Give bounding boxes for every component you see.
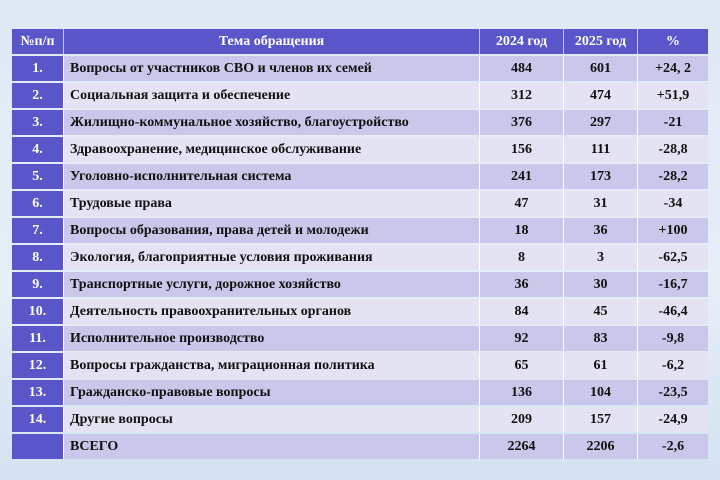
row-value-2025: 474 [564, 83, 638, 108]
table-row [12, 164, 708, 189]
row-topic: Социальная защита и обеспечение [64, 83, 480, 108]
table-row [12, 380, 708, 405]
row-percent: +24, 2 [638, 56, 708, 81]
appeals-table [12, 27, 708, 461]
row-percent: -9,8 [638, 326, 708, 351]
row-topic: Другие вопросы [64, 407, 480, 432]
row-value-2024: 484 [480, 56, 564, 81]
row-topic: Вопросы от участников СВО и членов их семей [64, 56, 480, 81]
row-value-2025: 173 [564, 164, 638, 189]
row-percent: -62,5 [638, 245, 708, 270]
row-percent: -28,2 [638, 164, 708, 189]
row-percent: +100 [638, 218, 708, 243]
row-number: 5. [12, 164, 64, 189]
row-topic: Вопросы образования, права детей и молодежи [64, 218, 480, 243]
row-percent: -23,5 [638, 380, 708, 405]
total-row [12, 434, 708, 459]
total-topic: ВСЕГО [64, 434, 480, 459]
table-row [12, 56, 708, 81]
row-value-2024: 136 [480, 380, 564, 405]
row-value-2024: 92 [480, 326, 564, 351]
row-value-2024: 84 [480, 299, 564, 324]
row-percent: -21 [638, 110, 708, 135]
row-value-2025: 61 [564, 353, 638, 378]
header-2025: 2025 год [564, 29, 638, 54]
row-value-2024: 18 [480, 218, 564, 243]
row-percent: +51,9 [638, 83, 708, 108]
row-number: 7. [12, 218, 64, 243]
row-value-2025: 30 [564, 272, 638, 297]
row-number: 3. [12, 110, 64, 135]
row-number: 10. [12, 299, 64, 324]
row-value-2025: 601 [564, 56, 638, 81]
row-number: 8. [12, 245, 64, 270]
row-percent: -24,9 [638, 407, 708, 432]
table-row [12, 191, 708, 216]
row-percent: -6,2 [638, 353, 708, 378]
row-number: 13. [12, 380, 64, 405]
row-value-2024: 47 [480, 191, 564, 216]
row-percent: -28,8 [638, 137, 708, 162]
row-percent: -46,4 [638, 299, 708, 324]
row-value-2024: 8 [480, 245, 564, 270]
table-row [12, 326, 708, 351]
table-row [12, 110, 708, 135]
header-2024: 2024 год [480, 29, 564, 54]
table-body [12, 56, 708, 459]
total-number [12, 434, 64, 459]
row-percent: -34 [638, 191, 708, 216]
total-value-2024: 2264 [480, 434, 564, 459]
row-number: 9. [12, 272, 64, 297]
header-percent: % [638, 29, 708, 54]
table-row [12, 245, 708, 270]
row-topic: Трудовые права [64, 191, 480, 216]
row-topic: Исполнительное производство [64, 326, 480, 351]
row-value-2024: 36 [480, 272, 564, 297]
row-value-2025: 3 [564, 245, 638, 270]
row-topic: Гражданско-правовые вопросы [64, 380, 480, 405]
row-value-2025: 104 [564, 380, 638, 405]
row-topic: Транспортные услуги, дорожное хозяйство [64, 272, 480, 297]
row-value-2025: 31 [564, 191, 638, 216]
header-num: №п/п [12, 29, 64, 54]
appeals-table-container [12, 27, 708, 461]
row-value-2025: 157 [564, 407, 638, 432]
header-row [12, 29, 708, 54]
row-topic: Экология, благоприятные условия проживания [64, 245, 480, 270]
row-value-2025: 83 [564, 326, 638, 351]
table-row [12, 137, 708, 162]
row-value-2024: 65 [480, 353, 564, 378]
row-number: 14. [12, 407, 64, 432]
total-percent: -2,6 [638, 434, 708, 459]
row-topic: Уголовно-исполнительная система [64, 164, 480, 189]
row-value-2025: 297 [564, 110, 638, 135]
row-number: 4. [12, 137, 64, 162]
table-row [12, 407, 708, 432]
table-row [12, 218, 708, 243]
row-value-2025: 111 [564, 137, 638, 162]
row-number: 1. [12, 56, 64, 81]
table-row [12, 353, 708, 378]
row-value-2024: 241 [480, 164, 564, 189]
row-value-2024: 376 [480, 110, 564, 135]
row-number: 6. [12, 191, 64, 216]
row-value-2024: 312 [480, 83, 564, 108]
row-topic: Вопросы гражданства, миграционная политика [64, 353, 480, 378]
table-row [12, 299, 708, 324]
row-value-2024: 156 [480, 137, 564, 162]
header-topic: Тема обращения [64, 29, 480, 54]
row-topic: Жилищно-коммунальное хозяйство, благоустройство [64, 110, 480, 135]
row-percent: -16,7 [638, 272, 708, 297]
table-row [12, 83, 708, 108]
row-value-2024: 209 [480, 407, 564, 432]
row-topic: Деятельность правоохранительных органов [64, 299, 480, 324]
total-value-2025: 2206 [564, 434, 638, 459]
row-value-2025: 45 [564, 299, 638, 324]
row-number: 2. [12, 83, 64, 108]
table-row [12, 272, 708, 297]
row-number: 11. [12, 326, 64, 351]
row-value-2025: 36 [564, 218, 638, 243]
row-number: 12. [12, 353, 64, 378]
row-topic: Здравоохранение, медицинское обслуживание [64, 137, 480, 162]
